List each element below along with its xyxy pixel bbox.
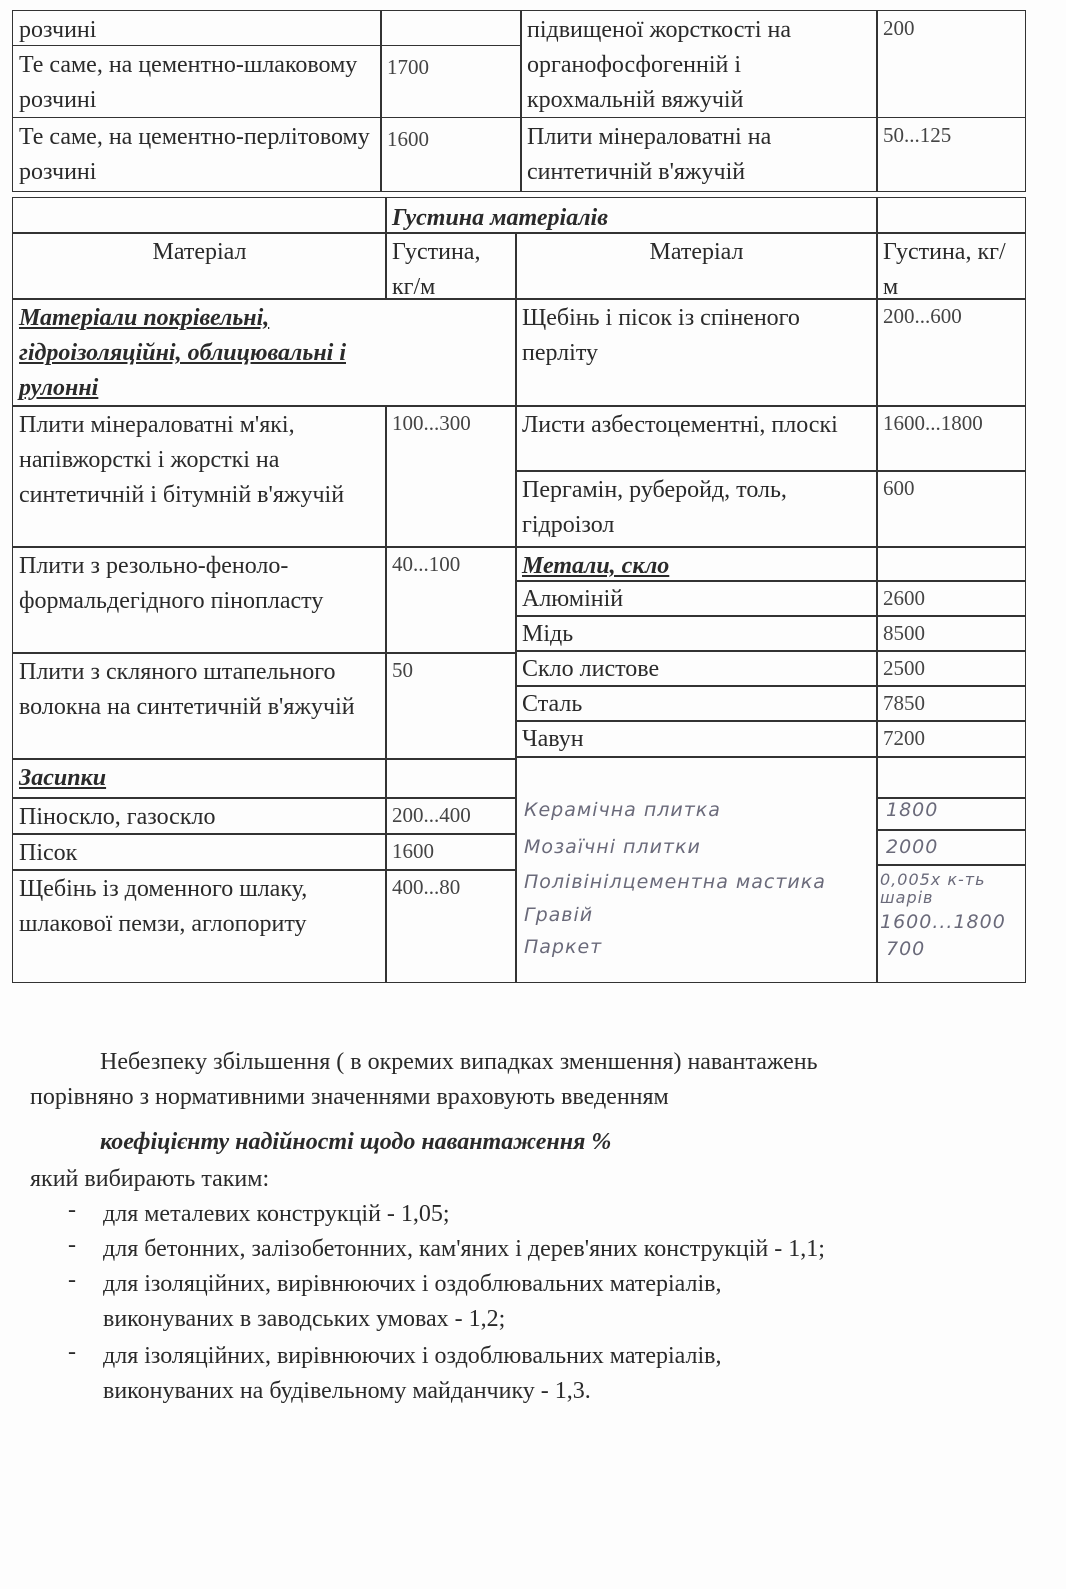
cell-value: 200...600 xyxy=(883,304,962,328)
cell-text: Те саме, на цементно-шлаковому розчині xyxy=(19,52,358,113)
section-heading xyxy=(12,758,387,799)
handwritten-material: Керамічна плитка xyxy=(524,799,721,821)
table-cell xyxy=(520,117,878,192)
table-cell xyxy=(876,197,1026,234)
cell-value: 200 xyxy=(883,16,915,40)
cell-text: Плити з скляного штапельного волокна на синтетичній в'яжучій xyxy=(19,659,355,720)
header-material xyxy=(12,232,387,300)
table-cell xyxy=(385,869,517,983)
cell-text: Плити мінераловатні м'які, напівжорсткі і жорсткі на синтетичній і бітумній в'яжучій xyxy=(19,412,345,508)
section-text: Метали, скло xyxy=(522,553,670,579)
table-cell xyxy=(876,298,1026,407)
section-heading xyxy=(12,298,517,407)
table-cell xyxy=(520,10,878,118)
table-cell xyxy=(12,652,387,760)
table-cell xyxy=(12,405,387,548)
term-heading: коефіцієнту надійності щодо навантаження % xyxy=(100,1129,612,1155)
header-text: Матеріал xyxy=(152,239,247,265)
table-cell xyxy=(12,10,382,46)
cell-text: Алюміній xyxy=(522,586,624,612)
cell-text: підвищеної жорсткості на органофосфогенній і крохмальній вяжучій xyxy=(527,17,792,113)
table-cell xyxy=(876,580,1026,617)
handwritten-material: Полівінілцементна мастика xyxy=(524,871,826,893)
table-cell xyxy=(876,546,1026,582)
table-cell xyxy=(385,405,517,548)
cell-value: 1700 xyxy=(387,55,429,79)
table-cell xyxy=(515,650,878,687)
cell-text: Піноскло, газоскло xyxy=(19,804,216,830)
table-title xyxy=(385,197,878,234)
handwritten-density: 0,005х к-ть шарів xyxy=(880,870,986,907)
section-text: Матеріали покрівельні, гідроізоляційні, облицювальні і рулонні xyxy=(19,305,346,401)
cell-text: Мідь xyxy=(522,621,574,647)
cell-value: 8500 xyxy=(883,621,925,645)
cell-value: 50 xyxy=(392,658,413,682)
cell-text: Пергамін, руберойд, толь, гідроізол xyxy=(522,477,787,538)
table-cell xyxy=(876,615,1026,652)
list-dash: - xyxy=(68,1339,76,1365)
table-cell xyxy=(380,117,522,192)
cell-value: 100...300 xyxy=(392,411,471,435)
cell-text: Чавун xyxy=(522,726,584,752)
section-heading xyxy=(515,546,878,582)
cell-value: 1600...1800 xyxy=(883,411,983,435)
table-cell xyxy=(12,833,387,871)
header-text: Густина, кг/м xyxy=(883,239,1006,300)
cell-text: Щебінь і пісок із спіненого перліту xyxy=(522,305,800,366)
cell-text: розчині xyxy=(19,17,97,43)
cell-value: 7850 xyxy=(883,691,925,715)
table-cell xyxy=(515,615,878,652)
list-item-cont: виконуваних в заводських умовах - 1,2; xyxy=(103,1306,506,1332)
table-cell xyxy=(12,797,387,835)
table-cell xyxy=(12,546,387,654)
cell-value: 1600 xyxy=(387,127,429,151)
table-cell xyxy=(385,833,517,871)
header-material xyxy=(515,232,878,300)
handwritten-density: 1800 xyxy=(886,799,939,821)
cell-value: 200...400 xyxy=(392,803,471,827)
cell-text: Листи азбестоцементні, плоскі xyxy=(522,412,838,438)
table-cell xyxy=(876,10,1026,118)
cell-value: 400...80 xyxy=(392,875,461,899)
table-cell xyxy=(515,720,878,758)
table-cell xyxy=(515,405,878,472)
table-cell xyxy=(385,758,517,799)
handwritten-density: 700 xyxy=(886,938,926,960)
table-cell xyxy=(515,580,878,617)
table-cell xyxy=(12,117,382,192)
list-dash: - xyxy=(68,1232,76,1258)
table-cell xyxy=(385,797,517,835)
table-cell xyxy=(515,470,878,548)
header-text: Матеріал xyxy=(649,239,744,265)
table-cell xyxy=(385,652,517,760)
cell-text: Скло листове xyxy=(522,656,660,682)
cell-value: 50...125 xyxy=(883,123,952,147)
list-item: для бетонних, залізобетонних, кам'яних і дерев'яних конструкцій - 1,1; xyxy=(103,1236,825,1262)
cell-value: 600 xyxy=(883,476,915,500)
table-cell xyxy=(380,10,522,46)
cell-text: Плити мінераловатні на синтетичній в'яжучій xyxy=(527,124,772,185)
paragraph-line: Небезпеку збільшення ( в окремих випадках зменшення) навантажень xyxy=(100,1049,818,1075)
cell-text: Щебінь із доменного шлаку, шлакової пемзи, аглопориту xyxy=(19,876,308,937)
header-density xyxy=(876,232,1026,300)
paragraph-line: який вибирають таким: xyxy=(30,1166,270,1192)
table-cell xyxy=(515,685,878,722)
cell-value: 2600 xyxy=(883,586,925,610)
cell-text: Те саме, на цементно-перлітовому розчині xyxy=(19,124,370,185)
list-dash: - xyxy=(68,1197,76,1223)
handwritten-material: Паркет xyxy=(524,936,603,958)
handwritten-density: 1600...1800 xyxy=(880,911,1006,933)
cell-value: 1600 xyxy=(392,839,434,863)
list-item: для ізоляційних, вирівнюючих і оздоблювальних матеріалів, xyxy=(103,1343,722,1369)
list-dash: - xyxy=(68,1267,76,1293)
list-item: для ізоляційних, вирівнюючих і оздоблювальних матеріалів, xyxy=(103,1271,722,1297)
table-cell xyxy=(876,685,1026,722)
header-text: Густина, кг/м xyxy=(392,239,481,300)
cell-text: Сталь xyxy=(522,691,583,717)
handwritten-density: 2000 xyxy=(886,836,939,858)
table-cell xyxy=(876,405,1026,472)
cell-text: Плити з резольно-феноло-формальдегідного пінопласту xyxy=(19,553,324,614)
table-cell xyxy=(876,650,1026,687)
table-cell xyxy=(876,720,1026,758)
table-cell xyxy=(515,298,878,407)
cell-value: 7200 xyxy=(883,726,925,750)
table-cell xyxy=(876,117,1026,192)
cell-value: 2500 xyxy=(883,656,925,680)
header-density xyxy=(385,232,517,300)
table-cell xyxy=(380,45,522,118)
table-cell xyxy=(876,756,1026,799)
table-cell xyxy=(12,197,387,234)
table-cell xyxy=(12,45,382,118)
handwritten-material: Мозаїчні плитки xyxy=(524,836,701,858)
table-cell xyxy=(385,546,517,654)
title-text: Густина матеріалів xyxy=(392,205,608,231)
handwritten-material: Гравій xyxy=(524,904,594,926)
list-item-cont: виконуваних на будівельному майданчику - 1,3. xyxy=(103,1378,591,1404)
table-cell xyxy=(12,869,387,983)
paragraph-line: порівняно з нормативними значеннями враховують введенням xyxy=(30,1084,669,1110)
cell-value: 40...100 xyxy=(392,552,461,576)
table-cell xyxy=(876,470,1026,548)
cell-text: Пісок xyxy=(19,840,78,866)
section-text: Засипки xyxy=(19,765,107,791)
list-item: для металевих конструкцій - 1,05; xyxy=(103,1201,450,1227)
